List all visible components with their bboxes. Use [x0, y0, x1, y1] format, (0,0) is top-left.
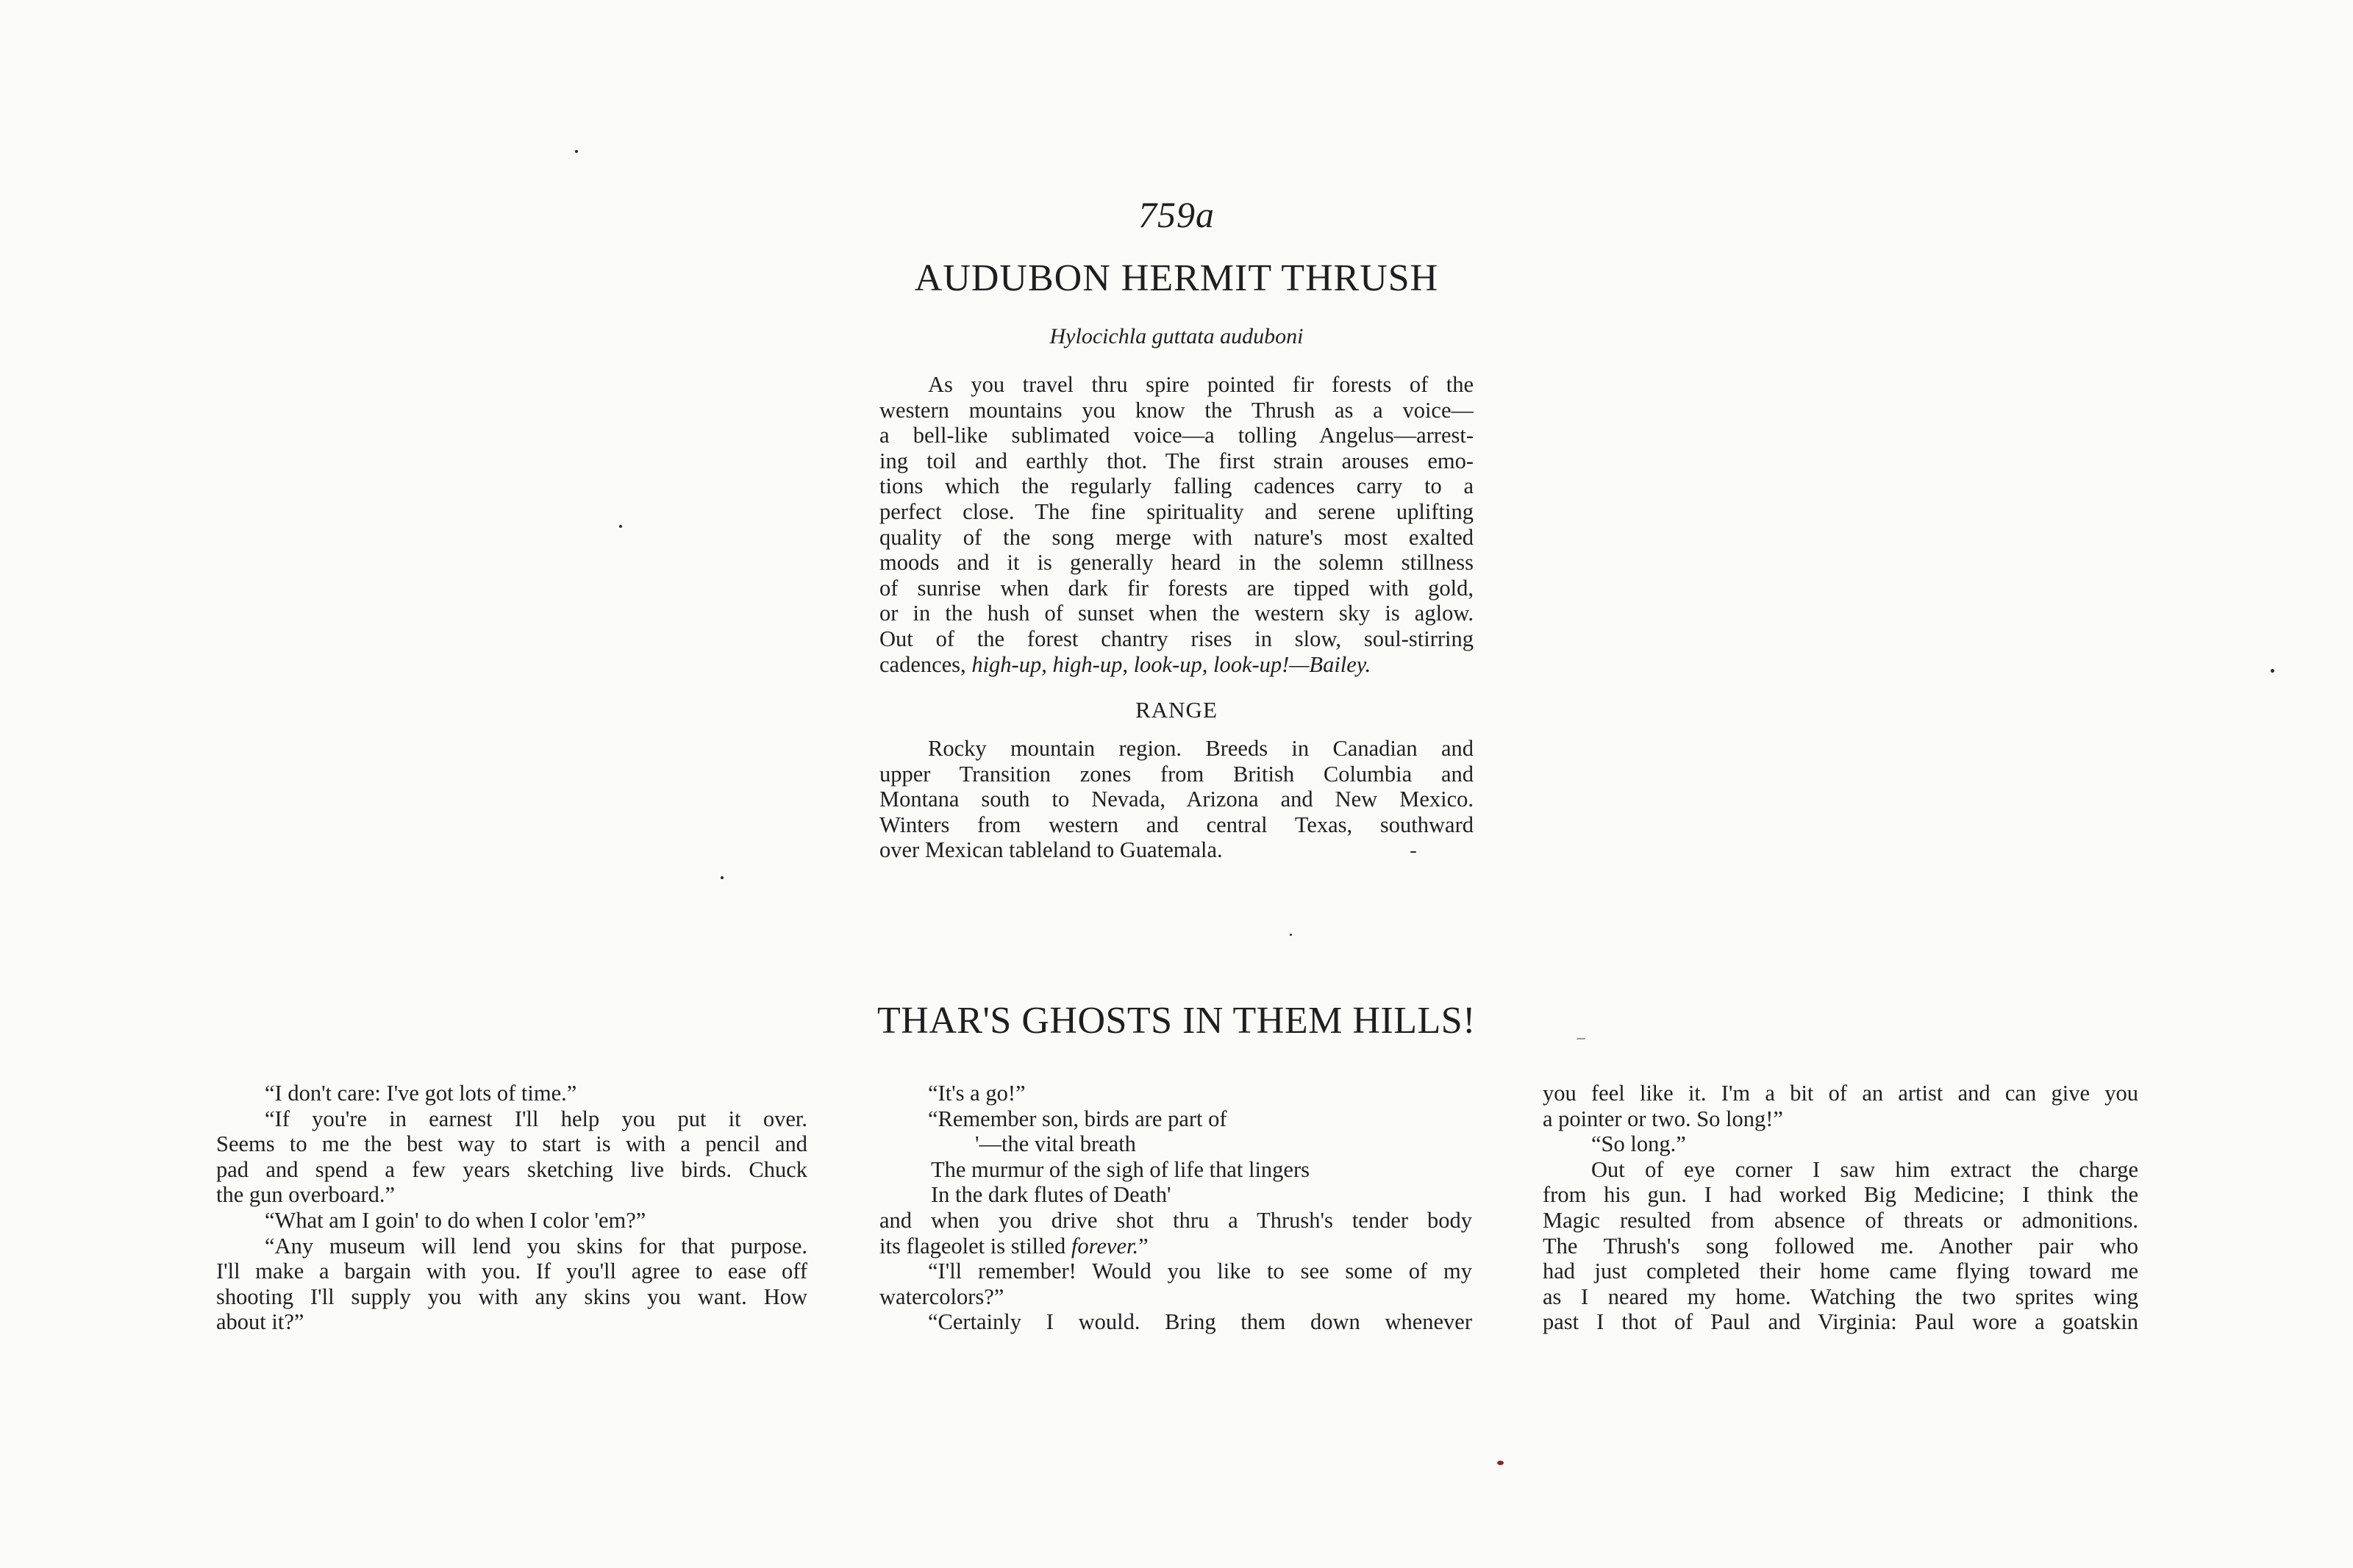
story-line: a pointer or two. So long!”	[1543, 1106, 1783, 1131]
story-line-start: its flageolet is stilled	[879, 1233, 1071, 1259]
story-line: from his gun. I had worked Big Medicine; I think the	[1543, 1182, 2138, 1208]
story-line: “It's a go!”	[928, 1081, 1026, 1106]
account-line: quality of the song merge with nature's most exalted	[879, 524, 1474, 550]
story-line: “So long.”	[1591, 1131, 1686, 1157]
story-line: “Certainly I would. Bring them down whenever	[928, 1309, 1472, 1335]
story-line: shooting I'll supply you with any skins you want. How	[216, 1284, 807, 1309]
story-line: The Thrush's song followed me. Another pair who	[1543, 1233, 2138, 1259]
range-text	[879, 736, 1474, 863]
story-line: and when you drive shot thru a Thrush's tender body	[879, 1207, 1472, 1233]
story-line: “Any museum will lend you skins for that purpose.	[265, 1233, 807, 1259]
story-line: Magic resulted from absence of threats or admonitions.	[1543, 1207, 2138, 1233]
account-line: western mountains you know the Thrush as a voice—	[879, 397, 1474, 423]
range-line: upper Transition zones from British Columbia and	[879, 761, 1474, 787]
closing-quote: ”	[1138, 1233, 1149, 1259]
story-line: the gun overboard.”	[216, 1182, 396, 1208]
story-line	[879, 1234, 1472, 1259]
poem-line: '—the vital breath	[975, 1131, 1136, 1157]
story-column-3	[1543, 1081, 2138, 1335]
species-title: AUDUBON HERMIT THRUSH	[914, 257, 1439, 299]
paper-speck	[1497, 1461, 1504, 1465]
paper-speck	[721, 876, 724, 879]
story-title: THAR'S GHOSTS IN THEM HILLS!	[877, 1000, 1476, 1042]
range-heading: RANGE	[1135, 697, 1218, 723]
range-line: Montana south to Nevada, Arizona and New Mexico.	[879, 787, 1474, 812]
story-column-2	[879, 1081, 1472, 1335]
range-line: over Mexican tableland to Guatemala.	[879, 837, 1223, 863]
story-line: “What am I goin' to do when I color 'em?”	[265, 1207, 646, 1233]
range-line: Winters from western and central Texas, southward	[879, 812, 1474, 837]
story-line: about it?”	[216, 1309, 304, 1335]
account-last-line	[879, 652, 1474, 678]
emphasis-word: forever.	[1071, 1233, 1139, 1259]
account-line: or in the hush of sunset when the western sky is aglow.	[879, 601, 1474, 626]
story-line: had just completed their home came flying toward me	[1543, 1259, 2138, 1284]
story-line: you feel like it. I'm a bit of an artist and can give you	[1543, 1081, 2138, 1106]
story-line: as I neared my home. Watching the two sprites wing	[1543, 1284, 2138, 1309]
paper-speck	[2271, 669, 2274, 673]
song-quote: high-up, high-up, look-up, look-up!—Bailey.	[971, 651, 1371, 677]
story-line: I'll make a bargain with you. If you'll agree to ease off	[216, 1259, 807, 1284]
scientific-name: Hylocichla guttata auduboni	[1049, 324, 1304, 348]
story-column-1	[216, 1081, 807, 1335]
account-line: As you travel thru spire pointed fir forests of the	[928, 372, 1474, 397]
paper-speck	[575, 150, 578, 153]
story-line: Out of eye corner I saw him extract the charge	[1591, 1156, 2138, 1182]
story-line: watercolors?”	[879, 1284, 1004, 1309]
range-line: Rocky mountain region. Breeds in Canadian and	[928, 736, 1474, 761]
paper-speck	[1290, 934, 1292, 936]
story-line: Seems to me the best way to start is with a pencil and	[216, 1131, 807, 1157]
story-line: past I thot of Paul and Virginia: Paul wore a goatskin	[1543, 1309, 2138, 1335]
account-line: ing toil and earthly thot. The first strain arouses emo-	[879, 448, 1474, 473]
account-line: perfect close. The fine spirituality and serene uplifting	[879, 498, 1474, 524]
story-line: “I don't care: I've got lots of time.”	[265, 1081, 577, 1106]
account-line: Out of the forest chantry rises in slow, soul-stirring	[879, 626, 1474, 651]
poem-line: The murmur of the sigh of life that lingers	[931, 1156, 1310, 1182]
paper-speck	[1410, 851, 1416, 853]
story-line: pad and spend a few years sketching live birds. Chuck	[216, 1156, 807, 1182]
account-line-start: cadences,	[879, 651, 972, 677]
species-account	[879, 372, 1474, 677]
paper-speck	[619, 525, 622, 528]
account-line: of sunrise when dark fir forests are tipped with gold,	[879, 575, 1474, 601]
account-line: tions which the regularly falling cadences carry to a	[879, 473, 1474, 499]
poem-line: In the dark flutes of Death'	[931, 1182, 1171, 1208]
account-line: moods and it is generally heard in the solemn stillness	[879, 550, 1474, 576]
account-line: a bell-like sublimated voice—a tolling Angelus—arrest-	[879, 423, 1474, 448]
story-line: “Remember son, birds are part of	[928, 1106, 1227, 1131]
page-number: 759a	[1138, 194, 1215, 235]
paper-speck	[1577, 1038, 1585, 1039]
story-line: “If you're in earnest I'll help you put it over.	[265, 1106, 807, 1131]
story-line: “I'll remember! Would you like to see some of my	[928, 1259, 1472, 1284]
